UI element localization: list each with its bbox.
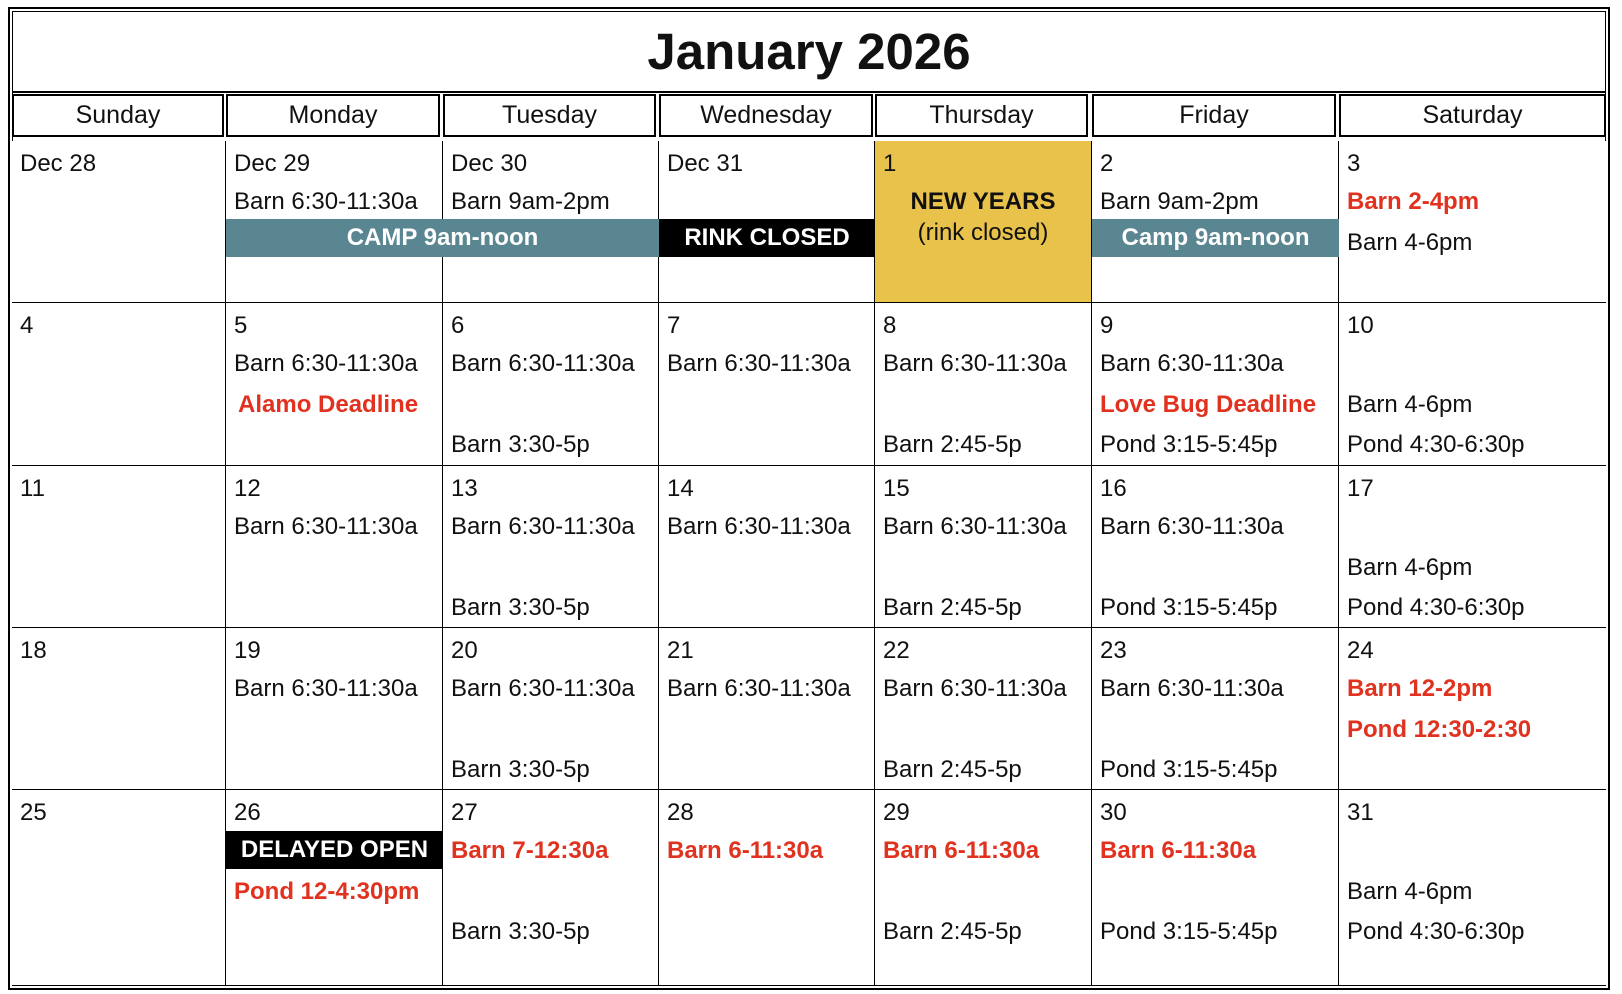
session-entry: Barn 6-11:30a <box>883 837 1040 864</box>
day-cell[interactable] <box>659 303 875 466</box>
session-entry: Pond 12-4:30pm <box>234 878 420 905</box>
day-number: 31 <box>1347 799 1374 826</box>
day-number: 1 <box>883 150 897 177</box>
day-number: 16 <box>1100 475 1127 502</box>
day-cell[interactable] <box>443 466 659 628</box>
day-cell[interactable] <box>875 790 1092 985</box>
camp-friday-band: Camp 9am-noon <box>1092 219 1339 257</box>
day-number: 30 <box>1100 799 1127 826</box>
day-number: 21 <box>667 637 694 664</box>
day-cell[interactable] <box>659 628 875 790</box>
delayed-open-band: DELAYED OPEN <box>226 831 443 869</box>
day-number: 9 <box>1100 312 1114 339</box>
session-entry: Barn 9am-2pm <box>451 188 610 215</box>
day-header-tuesday: Tuesday <box>443 94 656 137</box>
day-number: 18 <box>20 637 47 664</box>
day-cell[interactable] <box>875 141 1092 303</box>
session-entry: Barn 6:30-11:30a <box>451 513 635 540</box>
day-number: 24 <box>1347 637 1374 664</box>
day-cell[interactable] <box>226 628 443 790</box>
session-entry: Barn 9am-2pm <box>1100 188 1259 215</box>
day-number: Dec 28 <box>20 150 97 177</box>
day-cell[interactable] <box>226 790 443 985</box>
session-entry: Pond 3:15-5:45p <box>1100 756 1278 783</box>
day-cell[interactable] <box>12 466 226 628</box>
session-entry: Barn 7-12:30a <box>451 837 609 864</box>
calendar-grid <box>12 141 1606 985</box>
day-number: 2 <box>1100 150 1114 177</box>
session-entry: Barn 2:45-5p <box>883 594 1022 621</box>
day-cell[interactable] <box>226 466 443 628</box>
session-entry: Barn 2-4pm <box>1347 188 1480 215</box>
day-number: 20 <box>451 637 478 664</box>
day-cell[interactable] <box>1339 628 1606 790</box>
session-entry: Alamo Deadline <box>238 391 419 418</box>
day-cell[interactable] <box>12 628 226 790</box>
session-entry: Pond 4:30-6:30p <box>1347 918 1525 945</box>
day-header-friday: Friday <box>1092 94 1336 137</box>
session-entry: Barn 6:30-11:30a <box>667 350 851 377</box>
day-number: 28 <box>667 799 694 826</box>
session-entry: Barn 6:30-11:30a <box>451 675 635 702</box>
session-entry: Barn 12-2pm <box>1347 675 1493 702</box>
day-cell[interactable] <box>1339 790 1606 985</box>
day-number: 8 <box>883 312 897 339</box>
day-number: Dec 29 <box>234 150 311 177</box>
day-number: 13 <box>451 475 478 502</box>
day-cell[interactable] <box>443 790 659 985</box>
calendar-title: January 2026 <box>12 11 1606 93</box>
day-number: 19 <box>234 637 261 664</box>
session-entry: Barn 6:30-11:30a <box>883 350 1067 377</box>
session-entry: Barn 6-11:30a <box>667 837 824 864</box>
day-number: Dec 30 <box>451 150 528 177</box>
session-entry: Barn 6-11:30a <box>1100 837 1257 864</box>
holiday-subtitle: (rink closed) <box>917 219 1049 246</box>
day-number: 22 <box>883 637 910 664</box>
session-entry: Barn 3:30-5p <box>451 431 590 458</box>
session-entry: Barn 3:30-5p <box>451 594 590 621</box>
camp-band: CAMP 9am-noon <box>226 219 659 257</box>
session-entry: Barn 4-6pm <box>1347 229 1473 256</box>
session-entry: Barn 6:30-11:30a <box>667 513 851 540</box>
day-number: 7 <box>667 312 681 339</box>
day-number: 15 <box>883 475 910 502</box>
session-entry: Barn 6:30-11:30a <box>883 675 1067 702</box>
session-entry: Barn 4-6pm <box>1347 878 1473 905</box>
day-number: 4 <box>20 312 34 339</box>
day-cell[interactable] <box>875 628 1092 790</box>
day-cell[interactable] <box>443 303 659 466</box>
session-entry: Barn 6:30-11:30a <box>234 513 418 540</box>
day-cell[interactable] <box>1339 303 1606 466</box>
session-entry: Pond 12:30-2:30 <box>1347 716 1532 743</box>
day-cell[interactable] <box>1092 466 1339 628</box>
day-cell[interactable] <box>12 141 226 303</box>
session-entry: Pond 4:30-6:30p <box>1347 594 1525 621</box>
session-entry: Barn 6:30-11:30a <box>667 675 851 702</box>
day-number: 3 <box>1347 150 1361 177</box>
day-cell[interactable] <box>1339 141 1606 303</box>
rink-closed-band: RINK CLOSED <box>659 219 875 257</box>
day-number: 6 <box>451 312 465 339</box>
day-number: 12 <box>234 475 261 502</box>
session-entry: Love Bug Deadline <box>1100 391 1317 418</box>
day-cell[interactable] <box>659 466 875 628</box>
day-cell[interactable] <box>875 466 1092 628</box>
day-cell[interactable] <box>12 790 226 985</box>
day-number: Dec 31 <box>667 150 744 177</box>
day-number: 26 <box>234 799 261 826</box>
session-entry: Barn 4-6pm <box>1347 391 1473 418</box>
day-header-monday: Monday <box>226 94 440 137</box>
session-entry: Pond 3:15-5:45p <box>1100 594 1278 621</box>
session-entry: Barn 3:30-5p <box>451 918 590 945</box>
session-entry: Barn 6:30-11:30a <box>234 188 418 215</box>
day-number: 27 <box>451 799 478 826</box>
day-cell[interactable] <box>875 303 1092 466</box>
day-header-wednesday: Wednesday <box>659 94 873 137</box>
day-cell[interactable] <box>1092 628 1339 790</box>
session-entry: Barn 6:30-11:30a <box>1100 513 1284 540</box>
day-number: 14 <box>667 475 694 502</box>
session-entry: Barn 6:30-11:30a <box>234 675 418 702</box>
day-cell[interactable] <box>1339 466 1606 628</box>
day-header-thursday: Thursday <box>875 94 1088 137</box>
day-cell[interactable] <box>226 303 443 466</box>
day-number: 10 <box>1347 312 1374 339</box>
day-number: 23 <box>1100 637 1127 664</box>
day-cell[interactable] <box>1092 790 1339 985</box>
session-entry: Barn 2:45-5p <box>883 918 1022 945</box>
holiday-title: NEW YEARS <box>910 188 1056 215</box>
session-entry: Barn 4-6pm <box>1347 554 1473 581</box>
session-entry: Pond 3:15-5:45p <box>1100 431 1278 458</box>
session-entry: Barn 6:30-11:30a <box>1100 350 1284 377</box>
day-cell[interactable] <box>1092 303 1339 466</box>
day-number: 29 <box>883 799 910 826</box>
day-number: 25 <box>20 799 47 826</box>
day-number: 5 <box>234 312 248 339</box>
day-header-saturday: Saturday <box>1339 94 1606 137</box>
session-entry: Barn 6:30-11:30a <box>883 513 1067 540</box>
session-entry: Barn 6:30-11:30a <box>451 350 635 377</box>
session-entry: Barn 6:30-11:30a <box>234 350 418 377</box>
day-cell[interactable] <box>12 303 226 466</box>
day-number: 17 <box>1347 475 1374 502</box>
session-entry: Barn 6:30-11:30a <box>1100 675 1284 702</box>
session-entry: Barn 3:30-5p <box>451 756 590 783</box>
day-cell[interactable] <box>659 790 875 985</box>
session-entry: Barn 2:45-5p <box>883 756 1022 783</box>
session-entry: Barn 2:45-5p <box>883 431 1022 458</box>
day-number: 11 <box>20 475 45 502</box>
session-entry: Pond 3:15-5:45p <box>1100 918 1278 945</box>
day-cell[interactable] <box>443 628 659 790</box>
session-entry: Pond 4:30-6:30p <box>1347 431 1525 458</box>
day-header-sunday: Sunday <box>12 94 224 137</box>
